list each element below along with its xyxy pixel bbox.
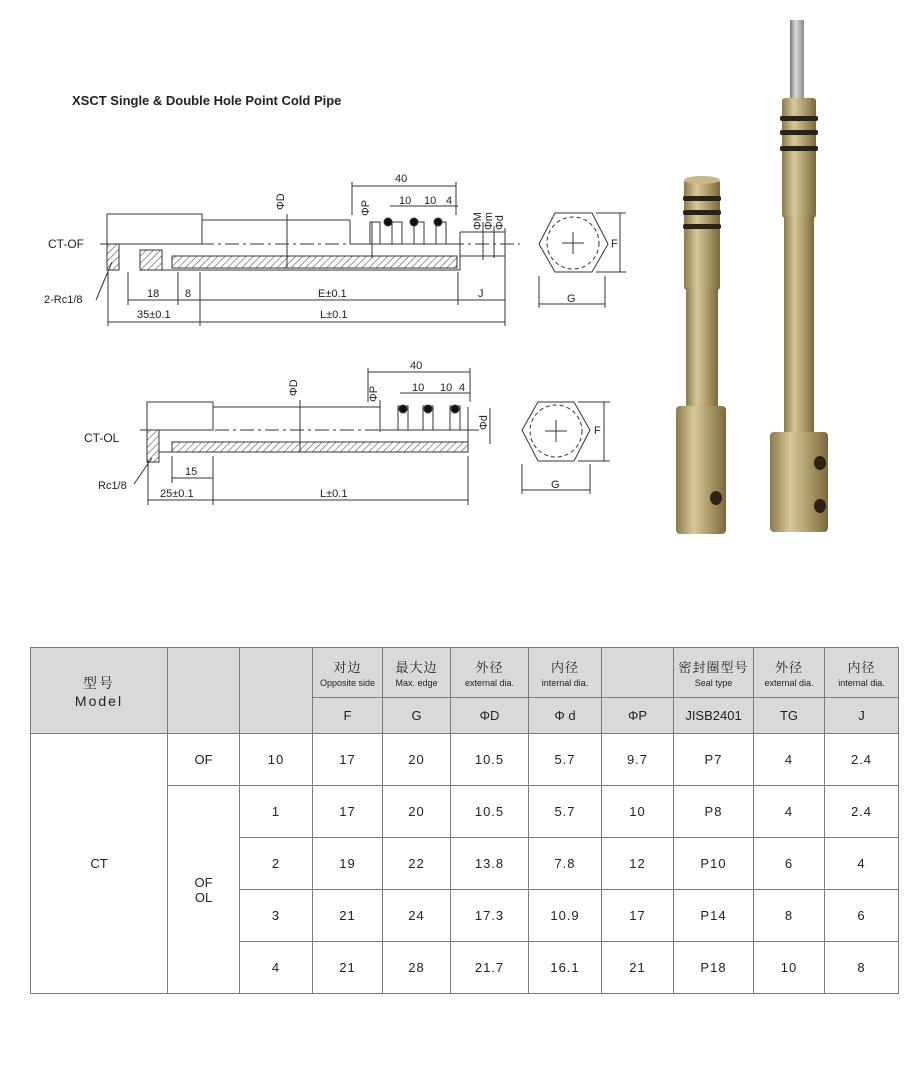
spec-table [30, 647, 899, 994]
cell-tg: 4 [754, 786, 825, 838]
header-size [240, 648, 313, 734]
header-tg: 外径 external dia. [754, 648, 825, 698]
ol-hex-f: F [594, 425, 601, 437]
page-title: XSCT Single & Double Hole Point Cold Pipe [72, 93, 342, 108]
cell-f: 19 [313, 838, 383, 890]
cell-seal: P7 [674, 734, 754, 786]
header-j: 内径 internal dia. [825, 648, 899, 698]
ol-phi-small-d: Φd [478, 415, 490, 430]
cell-d: 10.5 [451, 734, 529, 786]
header-p [602, 648, 674, 698]
cell-g: 28 [383, 942, 451, 994]
cell-f: 21 [313, 890, 383, 942]
cell-p: 9.7 [602, 734, 674, 786]
of-dim-4: 4 [446, 195, 453, 207]
of-dim-35: 35±0.1 [137, 309, 171, 321]
sym-j: J [825, 698, 899, 734]
ol-dim-10b: 10 [440, 382, 453, 394]
of-phi-small-d: Φd [494, 215, 506, 230]
cell-size: 2 [240, 838, 313, 890]
cell-seal: P14 [674, 890, 754, 942]
sym-p: ΦP [602, 698, 674, 734]
cell-f: 17 [313, 734, 383, 786]
of-label: CT-OF [48, 237, 84, 251]
type-cell-ofol: OF OL [168, 786, 240, 994]
technical-drawing [0, 0, 640, 560]
ol-label: CT-OL [84, 431, 120, 445]
cell-p: 12 [602, 838, 674, 890]
cell-j: 4 [825, 838, 899, 890]
cell-d: 13.8 [451, 838, 529, 890]
cell-di: 5.7 [529, 786, 602, 838]
sym-di: Φ d [529, 698, 602, 734]
cell-j: 6 [825, 890, 899, 942]
of-phi-d: ΦD [275, 193, 287, 210]
of-phi-p: ΦP [360, 199, 372, 216]
ol-dim-l: L±0.1 [320, 488, 348, 500]
of-phi-m-lower: Φm [483, 212, 495, 230]
cell-j: 2.4 [825, 786, 899, 838]
cell-size: 10 [240, 734, 313, 786]
ol-hex-g: G [551, 479, 560, 491]
header-seal: 密封圈型号 Seal type [674, 648, 754, 698]
ol-dim-4: 4 [459, 382, 466, 394]
product-photo [640, 18, 880, 548]
cell-d: 17.3 [451, 890, 529, 942]
long-pipe [770, 20, 828, 532]
cell-tg: 6 [754, 838, 825, 890]
of-dim-e: E±0.1 [318, 288, 347, 300]
header-di: 内径 internal dia. [529, 648, 602, 698]
cell-d: 10.5 [451, 786, 529, 838]
sym-f: F [313, 698, 383, 734]
header-model: 型号 Model [31, 648, 168, 734]
cell-f: 17 [313, 786, 383, 838]
sym-g: G [383, 698, 451, 734]
of-dim-10b: 10 [424, 195, 437, 207]
cell-seal: P8 [674, 786, 754, 838]
cell-size: 3 [240, 890, 313, 942]
ol-dim-15: 15 [185, 466, 198, 478]
ol-phi-d: ΦD [288, 379, 300, 396]
header-f: 对边 Opposite side [313, 648, 383, 698]
of-phi-m-upper: ΦM [472, 212, 484, 230]
type-cell-of: OF [168, 734, 240, 786]
ol-dim-10a: 10 [412, 382, 425, 394]
ol-dim-25: 25±0.1 [160, 488, 194, 500]
cell-tg: 10 [754, 942, 825, 994]
short-pipe [676, 176, 726, 534]
cell-p: 21 [602, 942, 674, 994]
of-dim-j: J [478, 288, 484, 300]
ol-dim-40: 40 [410, 360, 423, 372]
of-dim-18: 18 [147, 288, 160, 300]
of-dim-10a: 10 [399, 195, 412, 207]
of-hex-f: F [611, 238, 618, 250]
cell-p: 17 [602, 890, 674, 942]
sym-d: ΦD [451, 698, 529, 734]
cell-j: 8 [825, 942, 899, 994]
sym-seal: JISB2401 [674, 698, 754, 734]
cell-di: 5.7 [529, 734, 602, 786]
cell-seal: P10 [674, 838, 754, 890]
cell-g: 20 [383, 786, 451, 838]
of-hex-g: G [567, 293, 576, 305]
cell-tg: 4 [754, 734, 825, 786]
of-dim-40: 40 [395, 173, 408, 185]
of-dim-8: 8 [185, 288, 192, 300]
model-cell: CT [31, 734, 168, 994]
header-g: 最大边 Max. edge [383, 648, 451, 698]
cell-di: 7.8 [529, 838, 602, 890]
header-d: 外径 external dia. [451, 648, 529, 698]
cell-tg: 8 [754, 890, 825, 942]
cell-size: 1 [240, 786, 313, 838]
cell-g: 22 [383, 838, 451, 890]
header-type [168, 648, 240, 734]
cell-j: 2.4 [825, 734, 899, 786]
cell-g: 20 [383, 734, 451, 786]
cell-di: 16.1 [529, 942, 602, 994]
cell-size: 4 [240, 942, 313, 994]
cell-seal: P18 [674, 942, 754, 994]
cell-di: 10.9 [529, 890, 602, 942]
table-row [31, 734, 899, 786]
ol-phi-p: ΦP [368, 385, 380, 402]
cell-g: 24 [383, 890, 451, 942]
cell-p: 10 [602, 786, 674, 838]
of-thread-label: 2-Rc1/8 [44, 294, 83, 306]
cell-f: 21 [313, 942, 383, 994]
sym-tg: TG [754, 698, 825, 734]
cell-d: 21.7 [451, 942, 529, 994]
of-dim-l: L±0.1 [320, 309, 348, 321]
ol-thread-label: Rc1/8 [98, 480, 127, 492]
